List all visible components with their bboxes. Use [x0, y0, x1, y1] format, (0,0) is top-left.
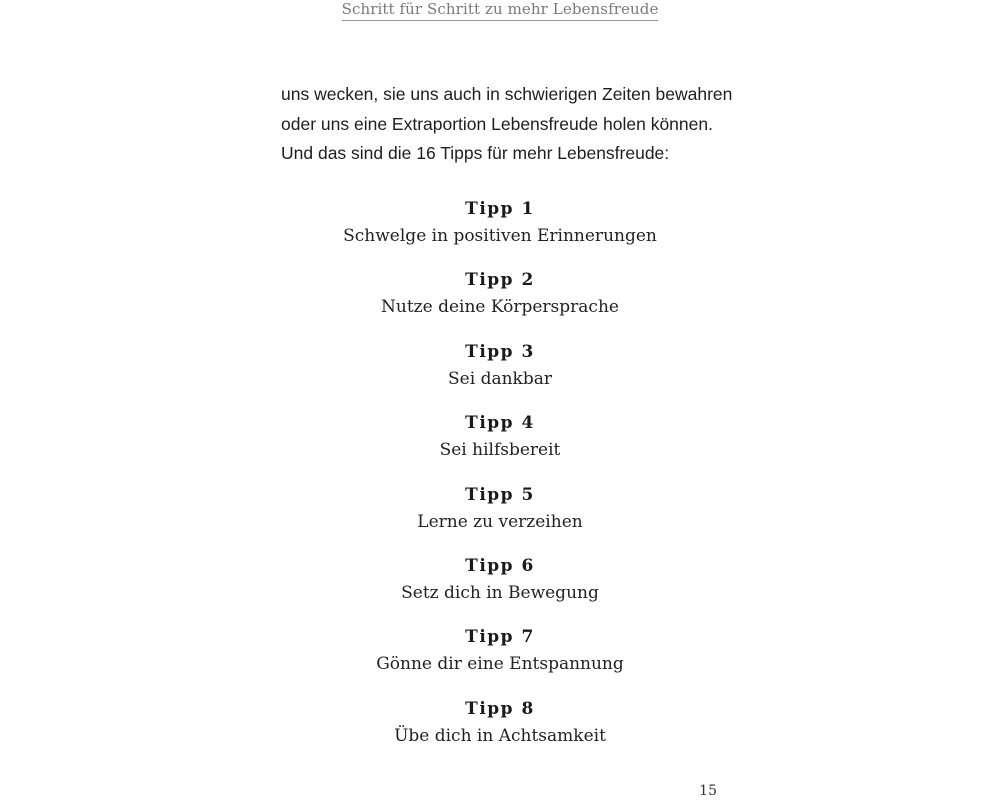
tip-text: Sei dankbar	[448, 368, 552, 389]
body-line: uns wecken, sie uns auch in schwierigen Zeiten bewahren	[281, 84, 733, 104]
tip-item	[0, 482, 1000, 553]
tip-text: Gönne dir eine Entspannung	[376, 654, 624, 675]
tip-item	[0, 553, 1000, 624]
body-line: oder uns eine Extraportion Lebensfreude holen können.	[281, 113, 713, 134]
tip-text: Übe dich in Achtsamkeit	[394, 725, 606, 746]
tip-item	[0, 196, 1000, 267]
tip-item	[0, 267, 1000, 338]
body-paragraph	[281, 80, 731, 169]
tip-title: Tipp 6	[465, 555, 535, 576]
running-header	[0, 0, 1000, 21]
page-number: 15	[699, 783, 717, 799]
tip-title: Tipp 5	[465, 484, 535, 505]
tip-item	[0, 339, 1000, 410]
tip-item	[0, 624, 1000, 695]
tip-title: Tipp 1	[465, 199, 535, 219]
running-title: Schritt für Schritt zu mehr Lebensfreude	[342, 0, 659, 21]
tips-list	[0, 196, 1000, 767]
body-line: Und das sind die 16 Tipps für mehr Lebensfreude:	[281, 143, 670, 163]
tip-title: Tipp 4	[465, 413, 535, 434]
tip-title: Tipp 8	[465, 698, 535, 719]
tip-text: Lerne zu verzeihen	[417, 511, 583, 532]
tip-text: Setz dich in Bewegung	[401, 582, 599, 603]
tip-item	[0, 696, 1000, 767]
tip-title: Tipp 3	[465, 341, 535, 362]
tip-title: Tipp 7	[465, 627, 535, 648]
tip-item	[0, 410, 1000, 481]
tip-text: Schwelge in positiven Erinnerungen	[343, 226, 657, 246]
tip-text: Sei hilfsbereit	[439, 440, 561, 461]
tip-title: Tipp 2	[465, 270, 535, 291]
tip-text: Nutze deine Körpersprache	[381, 297, 619, 318]
